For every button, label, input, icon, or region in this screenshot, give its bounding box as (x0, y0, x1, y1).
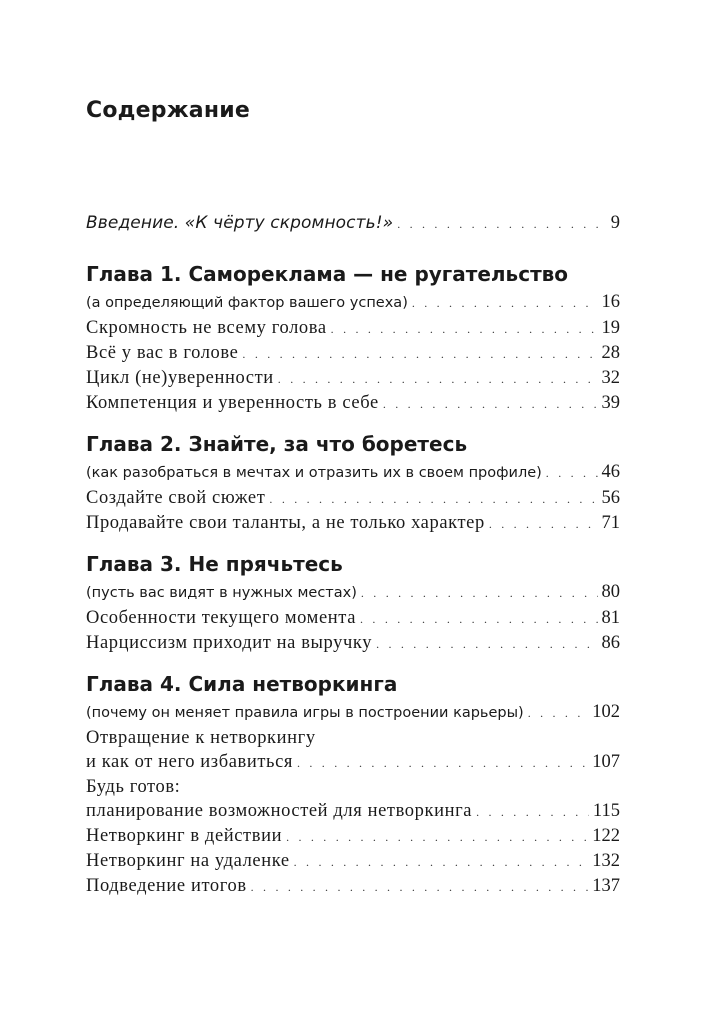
toc-entry (86, 486, 620, 511)
dot-leader (397, 209, 607, 239)
toc-entry-label: планирование возможностей для нетворкинга (86, 801, 473, 821)
page-title: Содержание (86, 98, 250, 123)
toc-entry-label: (почему он меняет правила игры в построении карьеры) (86, 705, 524, 721)
toc-page-number: 32 (601, 368, 620, 388)
toc-entry-label: Продавайте свои таланты, а не только характер (86, 513, 485, 533)
toc-entry (86, 631, 620, 656)
toc-entry-label: и как от него избавиться (86, 752, 293, 772)
chapter-subtitle (86, 698, 620, 726)
toc-entry (86, 799, 620, 824)
dot-leader (489, 512, 598, 536)
dot-leader (361, 579, 598, 607)
chapter-heading: Глава 2. Знайте, за что боретесь (86, 432, 468, 456)
dot-leader (476, 800, 589, 824)
toc-page-number: 80 (601, 582, 620, 602)
dot-leader (286, 825, 588, 849)
dot-leader (360, 607, 597, 631)
dot-leader (528, 699, 589, 727)
toc-entry (86, 750, 620, 775)
toc-entry (86, 824, 620, 849)
dot-leader (331, 317, 598, 341)
toc-page-number: 56 (601, 488, 620, 508)
toc-page-number: 86 (601, 633, 620, 653)
dot-leader (546, 459, 598, 487)
table-of-contents (86, 208, 620, 913)
toc-entry-first-line: Отвращение к нетворкингу (86, 728, 316, 748)
toc-entry-label: Особенности текущего момента (86, 608, 357, 628)
toc-entry-label: (пусть вас видят в нужных местах) (86, 585, 357, 601)
chapter-4 (86, 670, 620, 899)
toc-page-number: 19 (601, 318, 620, 338)
toc-entry-label: Нарциссизм приходит на выручку (86, 633, 373, 653)
toc-page-number: 115 (592, 801, 620, 821)
dot-leader (297, 751, 588, 775)
toc-entry-label: Цикл (не)уверенности (86, 368, 274, 388)
toc-entry-label: (как разобраться в мечтах и отразить их в своем профиле) (86, 465, 542, 481)
toc-entry-intro (86, 208, 620, 238)
toc-entry-label: Всё у вас в голове (86, 343, 239, 363)
toc-page-number: 39 (601, 393, 620, 413)
toc-entry (86, 366, 620, 391)
toc-page-number: 132 (592, 851, 620, 871)
toc-page-number: 46 (601, 462, 620, 482)
chapter-heading: Глава 4. Сила нетворкинга (86, 672, 398, 696)
dot-leader (376, 632, 597, 656)
toc-entry-label: Нетворкинг на удаленке (86, 851, 290, 871)
toc-page-number: 81 (601, 608, 620, 628)
chapter-subtitle (86, 458, 620, 486)
toc-page-number: 28 (601, 343, 620, 363)
toc-entry (86, 316, 620, 341)
toc-entry-first-line: Будь готов: (86, 777, 181, 797)
toc-entry (86, 341, 620, 366)
toc-entry-label: (а определяющий фактор вашего успеха) (86, 295, 408, 311)
toc-entry-label: Подведение итогов (86, 876, 247, 896)
dot-leader (251, 875, 589, 899)
toc-entry (86, 606, 620, 631)
dot-leader (269, 487, 597, 511)
toc-page-number: 102 (592, 702, 620, 722)
toc-page-number: 9 (610, 213, 620, 233)
toc-page-number: 107 (592, 752, 620, 772)
chapter-1 (86, 260, 620, 416)
toc-page-number: 71 (601, 513, 620, 533)
toc-page-number: 122 (592, 826, 620, 846)
toc-entry (86, 849, 620, 874)
dot-leader (278, 367, 598, 391)
dot-leader (242, 342, 597, 366)
toc-page-number: 137 (592, 876, 620, 896)
chapter-heading: Глава 3. Не прячьтесь (86, 552, 343, 576)
toc-entry-label: Введение. «К чёрту скромность!» (86, 213, 394, 233)
dot-leader (412, 289, 598, 317)
chapter-2 (86, 430, 620, 536)
chapter-subtitle (86, 578, 620, 606)
toc-entry-label: Создайте свой сюжет (86, 488, 266, 508)
toc-entry (86, 874, 620, 899)
toc-page-number: 16 (601, 292, 620, 312)
dot-leader (383, 392, 598, 416)
toc-entry-label: Нетворкинг в действии (86, 826, 283, 846)
toc-entry (86, 511, 620, 536)
toc-entry (86, 391, 620, 416)
toc-entry-label: Скромность не всему голова (86, 318, 327, 338)
toc-entry-label: Компетенция и уверенность в себе (86, 393, 379, 413)
chapter-heading: Глава 1. Самореклама — не ругательство (86, 262, 569, 286)
chapter-3 (86, 550, 620, 656)
chapter-subtitle (86, 288, 620, 316)
dot-leader (294, 850, 589, 874)
